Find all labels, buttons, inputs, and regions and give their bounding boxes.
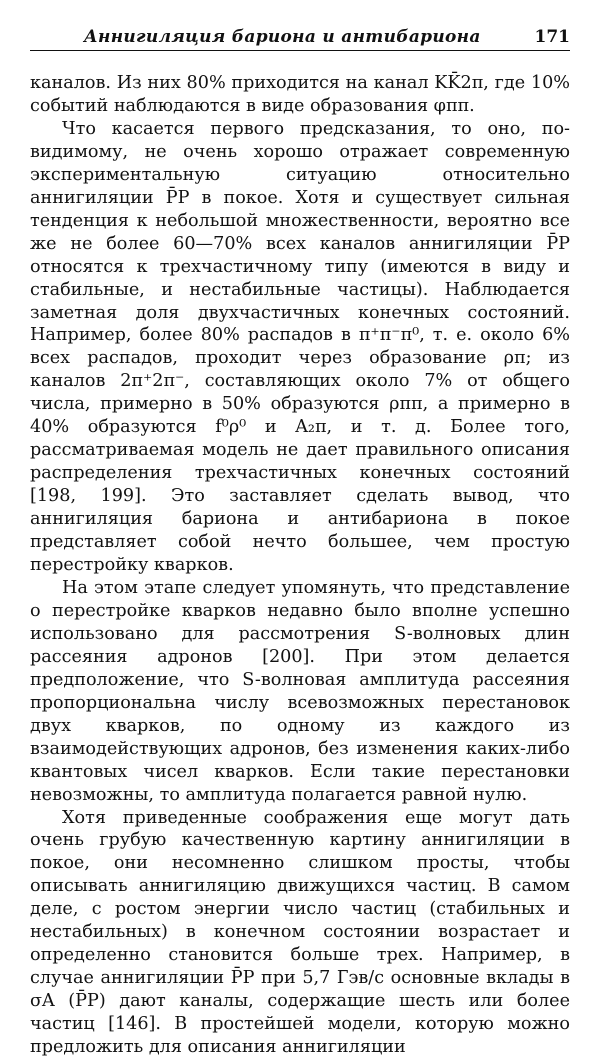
paragraph: На этом этапе следует упомянуть, что представление о перестройке кварков недавно было вполне успешно использовано для рассмотрения S-волновых длин рассеяния адронов [200]. При этом делается предположение, что S-волновая амплитуда рассеяния пропорциональна числу всевозможных перестановок двух кварков, по одному из каждого из взаимодействующих адронов, без изменения каких-либо квантовых чисел кварков. Если такие перестановки невозможны, то амплитуда полагается равной нулю. bbox=[30, 577, 570, 805]
page-number: 171 bbox=[534, 27, 570, 47]
running-title: Аннигиляция бариона и антибариона bbox=[83, 27, 481, 47]
paragraph: Хотя приведенные соображения еще могут дать очень грубую качественную картину аннигиляции в покое, они несомненно слишком просты, чтобы описывать аннигиляцию движущихся частиц. В самом деле, с ростом энергии число частиц (стабильных и нестабильных) в конечном состоянии возрастает и определенно становится больше трех. Например, в случае аннигиляции P̄P при 5,7 Гэв/с основные вклады в σA (P̄P) дают каналы, содержащие шесть или более частиц [146]. В простейшей модели, которую можно предложить для описания аннигиляции bbox=[30, 807, 570, 1058]
paragraph-continued: каналов. Из них 80% приходится на канал KK̄2π, где 10% событий наблюдаются в виде образования φππ. bbox=[30, 73, 570, 116]
body-text bbox=[30, 72, 570, 1059]
paragraph: Что касается первого предсказания, то оно, по-видимому, не очень хорошо отражает современную экспериментальную ситуацию относительно аннигиляции P̄P в покое. Хотя и существует сильная тенденция к небольшой множественности, вероятно все же не более 60—70% всех каналов аннигиляции P̄P относятся к трехчастичному типу (имеются в виду и стабильные, и нестабильные частицы). Наблюдается заметная доля двухчастичных конечных состояний. Например, более 80% распадов в π⁺π⁻π⁰, т. е. около 6% всех распадов, проходит через образование ρπ; из каналов 2π⁺2π⁻, составляющих около 7% от общего числа, примерно в 50% образуются ρππ, а примерно в 40% образуются f⁰ρ⁰ и A₂π, и т. д. Более того, рассматриваемая модель не дает правильного описания распределения трехчастичных конечных состояний [198, 199]. Это заставляет сделать вывод, что аннигиляция бариона и антибариона в покое представляет собой нечто большее, чем простую перестройку кварков. bbox=[30, 118, 570, 576]
running-header bbox=[30, 24, 570, 51]
